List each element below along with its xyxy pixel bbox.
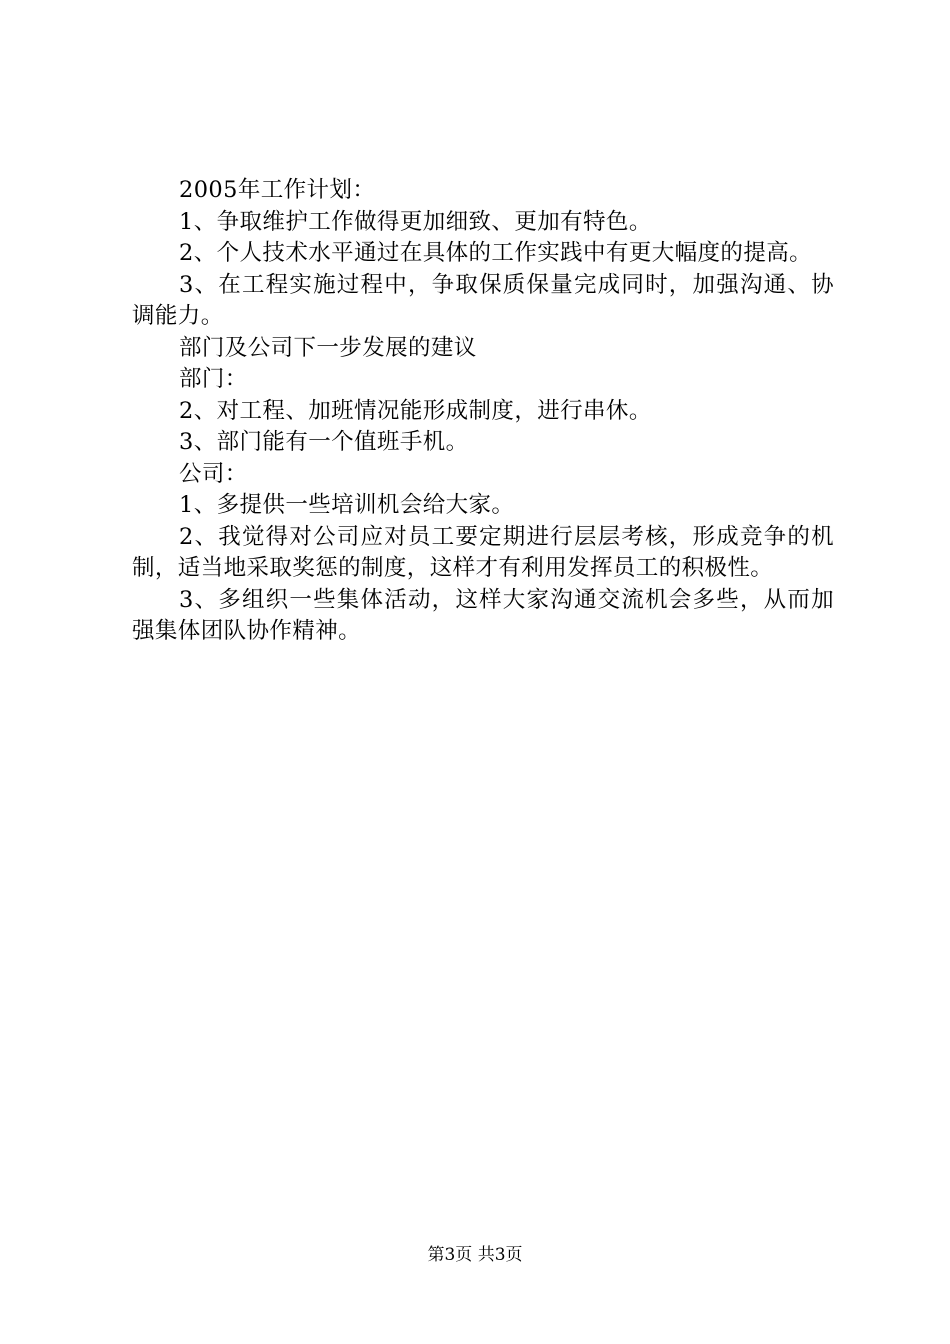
document-body (132, 175, 834, 648)
company-item-1: 1、多提供一些培训机会给大家。 (179, 492, 515, 518)
company-item-3: 3、多组织一些集体活动，这样大家沟通交流机会多些，从而加强集体团队协作精神。 (132, 586, 834, 644)
department-item-3: 3、部门能有一个值班手机。 (179, 429, 469, 455)
plan-heading: 2005年工作计划： (179, 177, 376, 203)
suggestions-heading: 部门及公司下一步发展的建议 (179, 334, 477, 361)
plan-item-1: 1、争取维护工作做得更加细致、更加有特色。 (179, 208, 652, 235)
page-number-footer: 第3页 共3页 (427, 1245, 523, 1265)
company-item-2: 2、我觉得对公司应对员工要定期进行层层考核，形成竞争的机制，适当地采取奖惩的制度，这样才有利用发挥员工的积极性。 (132, 523, 834, 581)
company-heading: 公司： (179, 460, 248, 487)
plan-item-2: 2、个人技术水平通过在具体的工作实践中有更大幅度的提高。 (179, 240, 813, 266)
department-heading: 部门： (179, 366, 248, 392)
department-item-2: 2、对工程、加班情况能形成制度，进行串休。 (179, 397, 652, 424)
plan-item-3: 3、在工程实施过程中，争取保质保量完成同时，加强沟通、协调能力。 (132, 271, 834, 329)
